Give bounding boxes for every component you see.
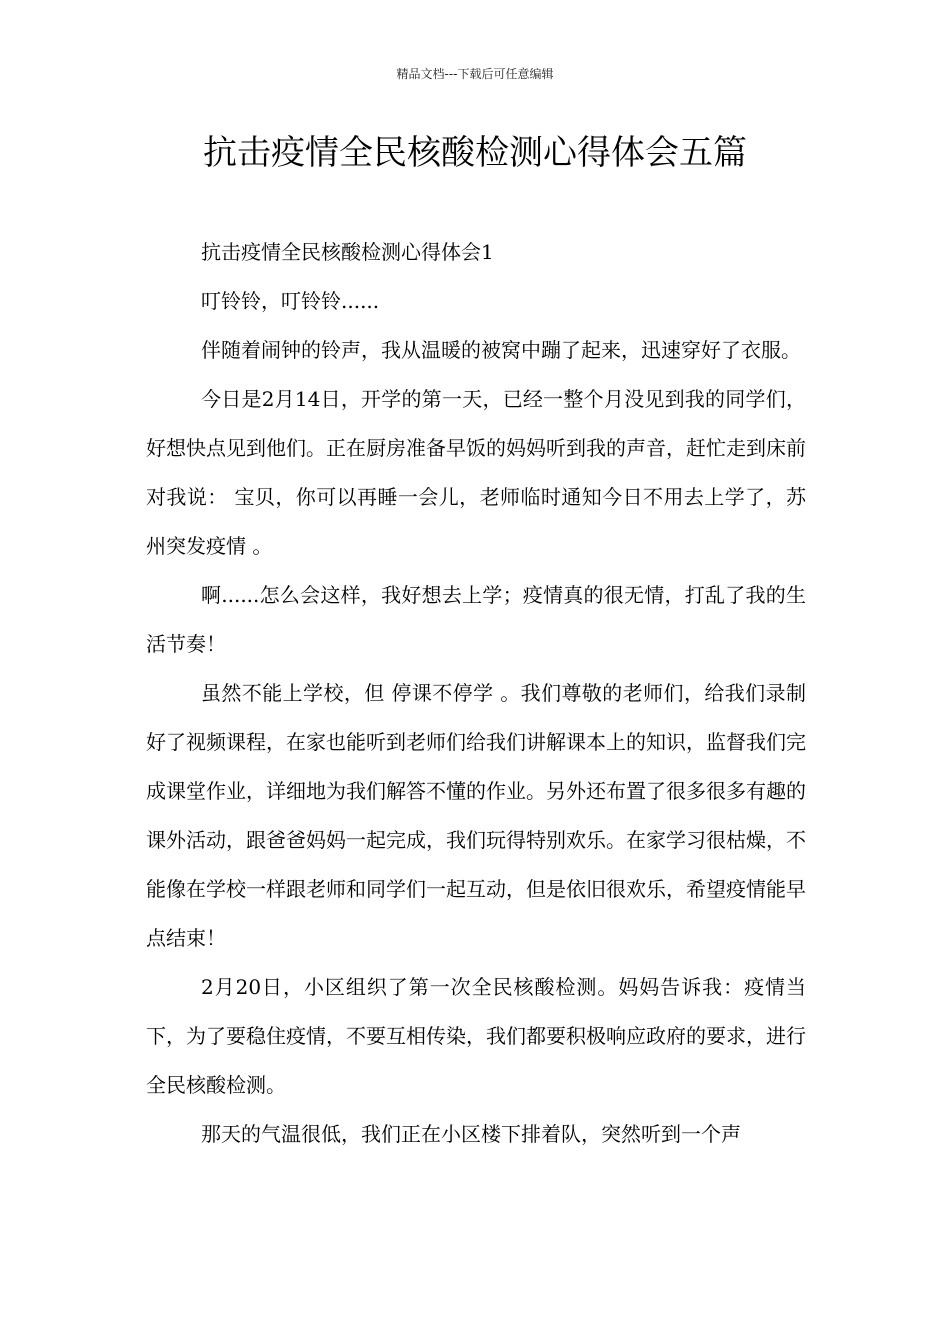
paragraph: 叮铃铃，叮铃铃......: [201, 289, 380, 313]
paragraph-subheading: 抗击疫情全民核酸检测心得体会1: [201, 240, 494, 264]
paragraph: 2月20日，小区组织了第一次全民核酸检测。妈妈告诉我：疫情当下，为了要稳住疫情，不要互相传染，我们都要积极响应政府的要求，进行全民核酸检测。: [146, 975, 806, 1097]
paragraph: 啊......怎么会这样，我好想去上学；疫情真的很无情，打乱了我的生活节奏！: [146, 583, 806, 656]
document-title: 抗击疫情全民核酸检测心得体会五篇: [203, 133, 747, 173]
paragraph: 虽然不能上学校，但 停课不停学 。我们尊敬的老师们，给我们录制好了视频课程，在家也能听到老师们给我们讲解课本上的知识，监督我们完成课堂作业，详细地为我们解答不懂的作业。另外还布置了很多很多有趣的课外活动，跟爸爸妈妈一起完成，我们玩得特别欢乐。在家学习很枯燥，不能像在学校一样跟老师和同学们一起互动，但是依旧很欢乐，希望疫情能早点结束！: [146, 681, 806, 950]
header-note: 精品文档---下载后可任意编辑: [396, 67, 554, 81]
paragraph: 伴随着闹钟的铃声，我从温暖的被窝中蹦了起来，迅速穿好了衣服。: [201, 338, 801, 362]
document-body: [146, 228, 806, 1159]
paragraph: 那天的气温很低，我们正在小区楼下排着队，突然听到一个声: [201, 1122, 741, 1146]
paragraph: 今日是2月14日，开学的第一天，已经一整个月没见到我的同学们，好想快点见到他们。正在厨房准备早饭的妈妈听到我的声音，赶忙走到床前对我说： 宝贝，你可以再睡一会儿，老师临时通知今日不用去上学了，苏州突发疫情 。: [146, 387, 806, 558]
